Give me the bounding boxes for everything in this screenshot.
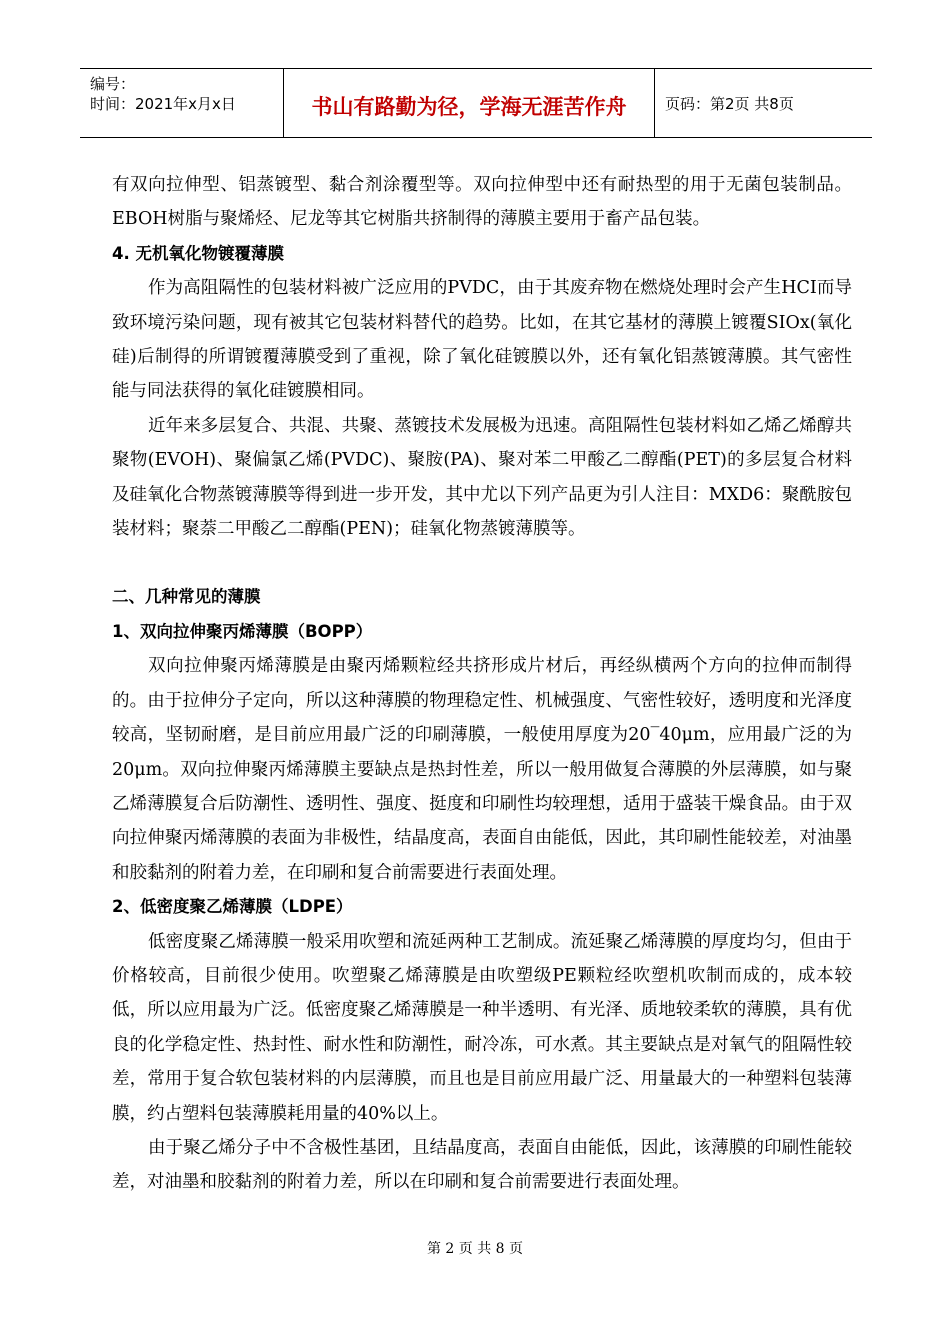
paragraph: 由于聚乙烯分子中不含极性基团，且结晶度高，表面自由能低，因此，该薄膜的印刷性能较差，对油墨和胶黏剂的附着力差，所以在印刷和复合前需要进行表面处理。 (112, 1137, 852, 1193)
paragraph: 作为高阻隔性的包装材料被广泛应用的PVDC，由于其废弃物在燃烧处理时会产生HCI而导致环境污染问题，现有被其它包装材料替代的趋势。比如，在其它基材的薄膜上镀覆SIOx(氧化硅)后制得的所谓镀覆薄膜受到了重视，除了氧化硅镀膜以外，还有氧化铝蒸镀薄膜。其气密性能与同法获得的氧化硅镀膜相同。 (112, 278, 852, 402)
header-motto-cell (283, 69, 655, 137)
subsection-heading: 2、低密度聚乙烯薄膜（LDPE） (112, 897, 353, 917)
subsection-heading: 1、双向拉伸聚丙烯薄膜（BOPP） (112, 621, 373, 641)
header-page-info: 页码：第2页 共8页 (665, 95, 794, 113)
paragraph: 双向拉伸聚丙烯薄膜是由聚丙烯颗粒经共挤形成片材后，再经纵横两个方向的拉伸而制得的。由于拉伸分子定向，所以这种薄膜的物理稳定性、机械强度、气密性较好，透明度和光泽度较高，坚韧耐磨，是目前应用最广泛的印刷薄膜，一般使用厚度为20‾40μm，应用最广泛的为20μm。双向拉伸聚丙烯薄膜主要缺点是热封性差，所以一般用做复合薄膜的外层薄膜，如与聚乙烯薄膜复合后防潮性、透明性、强度、挺度和印刷性均较理想，适用于盛装干燥食品。由于双向拉伸聚丙烯薄膜的表面为非极性，结晶度高，表面自由能低，因此，其印刷性能较差，对油墨和胶黏剂的附着力差，在印刷和复合前需要进行表面处理。 (112, 656, 852, 883)
page-header (80, 68, 872, 138)
paragraph: 有双向拉伸型、铝蒸镀型、黏合剂涂覆型等。双向拉伸型中还有耐热型的用于无菌包装制品。EBOH树脂与聚烯烃、尼龙等其它树脂共挤制得的薄膜主要用于畜产品包装。 (112, 175, 852, 230)
document-number: 编号： (90, 75, 136, 93)
page-footer: 第 2 页 共 8 页 (426, 1241, 524, 1257)
spacer (112, 546, 852, 580)
paragraph: 低密度聚乙烯薄膜一般采用吹塑和流延两种工艺制成。流延聚乙烯薄膜的厚度均匀，但由于价格较高，目前很少使用。吹塑聚乙烯薄膜是由吹塑级PE颗粒经吹塑机吹制而成的，成本较低，所以应用最为广泛。低密度聚乙烯薄膜是一种半透明、有光泽、质地较柔软的薄膜，具有优良的化学稳定性、热封性、耐水性和防潮性，耐冷冻，可水煮。其主要缺点是对氧气的阻隔性较差，常用于复合软包装材料的内层薄膜，而且也是目前应用最广泛、用量最大的一种塑料包装薄膜，约占塑料包装薄膜耗用量的40%以上。 (112, 931, 852, 1124)
section-heading: 4. 无机氧化物镀覆薄膜 (112, 243, 284, 263)
document-body (112, 168, 852, 1200)
paragraph: 近年来多层复合、共混、共聚、蒸镀技术发展极为迅速。高阻隔性包装材料如乙烯乙烯醇共聚物(EVOH)、聚偏氯乙烯(PVDC)、聚胺(PA)、聚对苯二甲酸乙二醇酯(PET)的多层复合材料及硅氧化合物蒸镀薄膜等得到进一步开发，其中尤以下列产品更为引人注目：MXD6：聚酰胺包装材料；聚萘二甲酸乙二醇酯(PEN)；硅氧化物蒸镀薄膜等。 (112, 415, 852, 540)
header-info-cell (80, 69, 283, 137)
header-motto: 书山有路勤为径，学海无涯苦作舟 (311, 95, 627, 119)
section-heading: 二、几种常见的薄膜 (112, 587, 261, 607)
header-page-cell (655, 69, 872, 137)
document-date: 时间：2021年x月x日 (90, 95, 236, 113)
